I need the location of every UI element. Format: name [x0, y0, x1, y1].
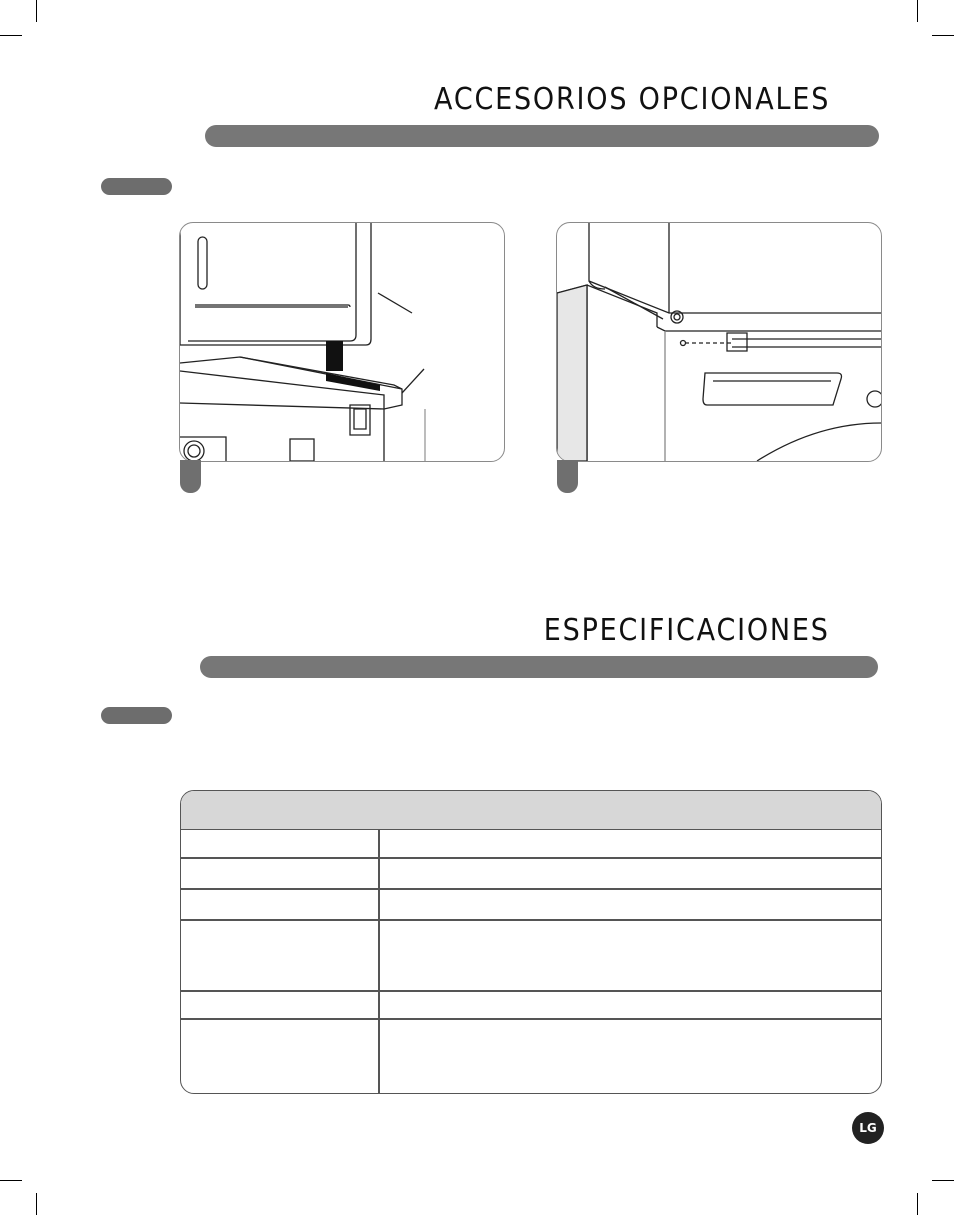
- section-title-accessories: ACCESORIOS OPCIONALES: [433, 82, 830, 117]
- figure-tab: [180, 460, 201, 493]
- fastening-illustration: [557, 223, 881, 461]
- table-row-divider: [181, 888, 881, 890]
- section-title-specifications: ESPECIFICACIONES: [544, 613, 830, 648]
- figure-pedestal-placement: [179, 222, 505, 462]
- column-divider: [378, 829, 380, 1093]
- crop-mark: [932, 35, 954, 36]
- step-marker: [101, 178, 172, 195]
- step-marker: [101, 707, 172, 724]
- crop-mark: [0, 35, 22, 36]
- figure-tab: [557, 460, 578, 493]
- table-row-divider: [181, 990, 881, 992]
- section-bar: [200, 656, 878, 678]
- table-row-divider: [181, 1018, 881, 1020]
- crop-mark: [917, 0, 918, 22]
- crop-mark: [932, 1180, 954, 1181]
- specifications-table: [180, 790, 882, 1094]
- table-row-divider: [181, 919, 881, 921]
- crop-mark: [36, 0, 37, 22]
- lg-logo: LG: [852, 1112, 884, 1144]
- section-bar: [205, 125, 879, 147]
- crop-mark: [36, 1193, 37, 1215]
- crop-mark: [917, 1193, 918, 1215]
- table-header: [181, 791, 881, 830]
- figure-pedestal-fastening: [556, 222, 882, 462]
- crop-mark: [0, 1180, 22, 1181]
- pedestal-illustration: [180, 223, 504, 461]
- table-row-divider: [181, 857, 881, 859]
